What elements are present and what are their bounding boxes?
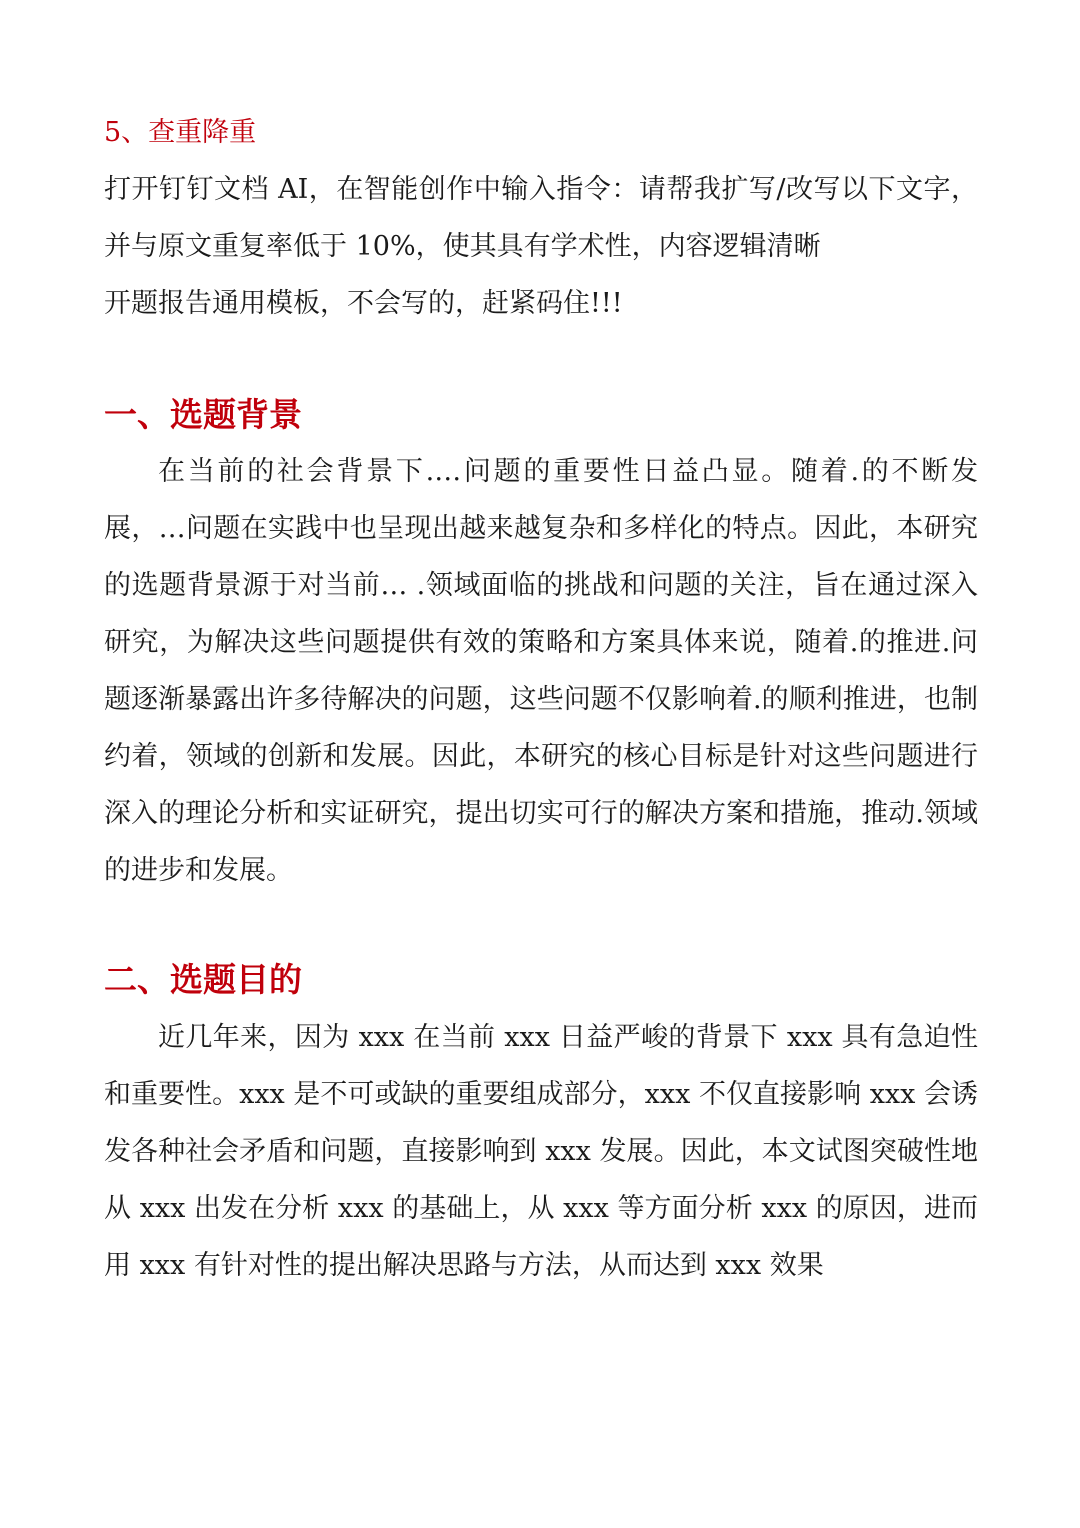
tip-instruction: 打开钉钉文档 AI，在智能创作中输入指令：请帮我扩写/改写以下文字，并与原文重复率低于 10%，使其具有学术性，内容逻辑清晰 [104, 174, 978, 262]
section-body-purpose: 近几年来，因为 xxx 在当前 xxx 日益严峻的背景下 xxx 具有急迫性和重要性。xxx 是不可或缺的重要组成部分，xxx 不仅直接影响 xxx 会诱发各种社会矛盾和问题，直接影响到 xxx 发展。因此，本文试图突破性地从 xxx 出发在分析 xxx 的基础上，从 xxx 等方面分析 xxx 的原因，进而用 xxx 有针对性的提出解决思路与方法，从而达到 xxx 效果 [104, 1022, 978, 1281]
tip-note: 开题报告通用模板，不会写的，赶紧码住!!! [104, 288, 623, 319]
section-body-background: 在当前的社会背景下.…问题的重要性日益凸显。随着.的不断发展，…问题在实践中也呈现出越来越复杂和多样化的特点。因此，本研究的选题背景源于对当前… .领域面临的挑战和问题的关注，旨在通过深入研究，为解决这些问题提供有效的策略和方案具体来说，随着.的推进.问题逐渐暴露出许多待解决的问题，这些问题不仅影响着.的顺利推进，也制约着，领域的创新和发展。因此，本研究的核心目标是针对这些问题进行深入的理论分析和实证研究，提出切实可行的解决方案和措施，推动.领域的进步和发展。 [104, 456, 978, 886]
tip-title: 5、查重降重 [104, 117, 257, 148]
tip-body [104, 161, 978, 332]
section-heading-background: 一、选题背景 [104, 395, 302, 434]
section-heading-purpose: 二、选题目的 [104, 960, 302, 999]
